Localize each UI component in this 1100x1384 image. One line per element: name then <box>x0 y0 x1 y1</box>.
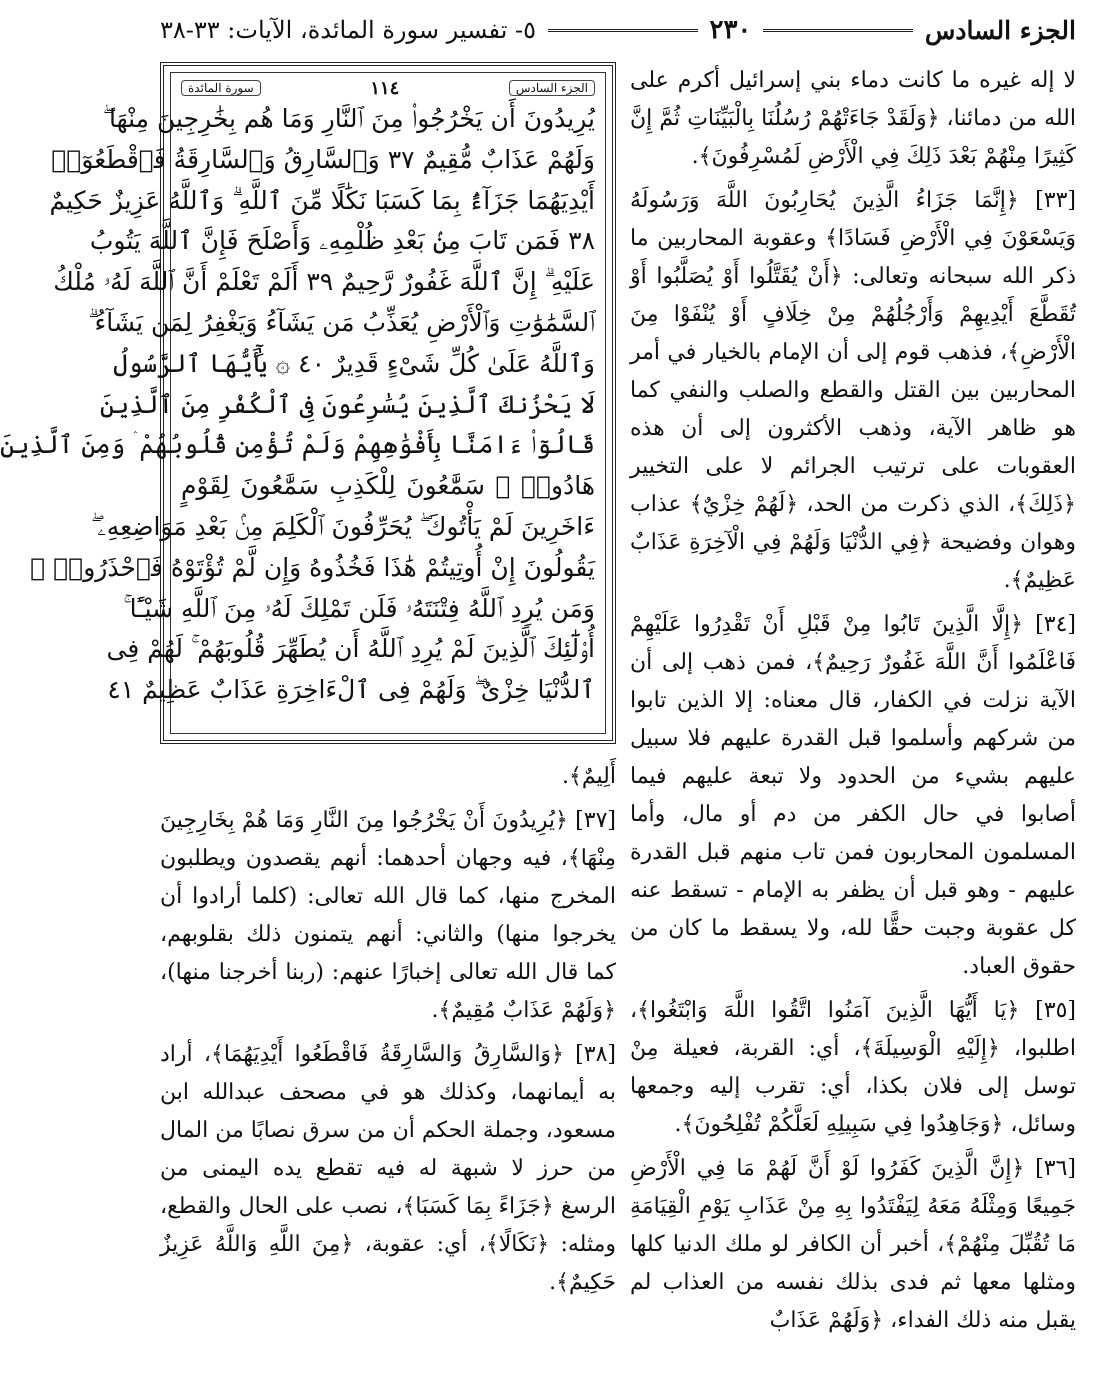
mushaf-line: وَلَهُمْ عَذَابٌ مُّقِيمٌ ٣٧ وَٱلسَّارِقُ وَٱلسَّارِقَةُ فَٱقْطَعُوٓا۟ <box>51 144 595 174</box>
mushaf-line: هَادُوا۟ ۛ سَمَّٰعُونَ لِلْكَذِبِ سَمَّٰعُونَ لِقَوْمٍ <box>181 471 595 501</box>
page-header <box>160 10 1076 50</box>
mushaf-line: أَيْدِيَهُمَا جَزَآءًۢ بِمَا كَسَبَا نَكَٰلًا مِّنَ ٱللَّهِ ۗ وَٱللَّهُ عَزِيزٌ حَكِيمٌ <box>49 185 595 215</box>
mushaf-line: لَا يَحْزُنكَ ٱلَّذِينَ يُسَٰرِعُونَ فِى ٱلْكُفْرِ مِنَ ٱلَّذِينَ <box>99 389 595 419</box>
paragraph: [٣٦] ﴿إِنَّ الَّذِينَ كَفَرُوا لَوْ أَنَّ لَهُمْ مَا فِي الْأَرْضِ جَمِيعًا وَمِثْلَهُ مَعَهُ لِيَفْتَدُوا بِهِ مِنْ عَذَابِ يَوْمِ الْقِيَامَةِ مَا تُقُبِّلَ مِنْهُمْ﴾، أخبر أن الكافر لو ملك الدنيا كلها ومثلها معها ثم فدى بذلك نفسه من العذاب لم يقبل منه ذلك الفداء، ﴿وَلَهُمْ عَذَابٌ <box>630 1156 1076 1333</box>
mushaf-line: عَلَيْهِ ۗ إِنَّ ٱللَّهَ غَفُورٌ رَّحِيمٌ ٣٩ أَلَمْ تَعْلَمْ أَنَّ ٱللَّهَ لَهُۥ مُلْكُ <box>53 267 595 297</box>
paragraph: [٣٥] ﴿يَا أَيُّهَا الَّذِينَ آمَنُوا اتَّقُوا اللَّهَ وَابْتَغُوا﴾، اطلبوا، ﴿إِلَيْهِ الْوَسِيلَةَ﴾، أي: القربة، فعيلة مِنْ توسل إلى فلان بكذا، أي: تقرب إليه وجمعها وسائل، ﴿وَجَاهِدُوا فِي سَبِيلِهِ لَعَلَّكُمْ تُفْلِحُونَ﴾. <box>630 998 1076 1137</box>
right-column <box>630 62 1076 1346</box>
paragraph: [٣٨] ﴿وَالسَّارِقُ وَالسَّارِقَةُ فَاقْطَعُوا أَيْدِيَهُمَا﴾، أراد به أيمانهما، وكذلك هو في مصحف عبدالله ابن مسعود، وجملة الحكم أن من سرق نصابًا من المال من حرز لا شبهة له فيه تقطع يده اليمنى من الرسغ ﴿جَزَاءً بِمَا كَسَبَا﴾، نصب على الحال والقطع، ومثله: ﴿نَكَالًا﴾، أي: عقوبة، ﴿مِنَ اللَّهِ وَاللَّهُ عَزِيزٌ حَكِيمٌ﴾. <box>160 1042 616 1295</box>
mushaf-page <box>0 72 606 734</box>
mushaf-surah-label: سورة المائدة <box>181 80 261 96</box>
mushaf-line: يُرِيدُونَ أَن يَخْرُجُوا۟ مِنَ ٱلنَّارِ وَمَا هُم بِخَٰرِجِينَ مِنْهَا ۖ <box>102 104 595 133</box>
mushaf-line: ٣٨ فَمَن تَابَ مِنۢ بَعْدِ ظُلْمِهِۦ وَأَصْلَحَ فَإِنَّ ٱللَّهَ يَتُوبُ <box>89 226 595 256</box>
mushaf-line: قَالُوٓا۟ ءَامَنَّا بِأَفْوَٰهِهِمْ وَلَمْ تُؤْمِن قُلُوبُهُمْ ۛ وَمِنَ ٱلَّذِينَ <box>0 430 595 460</box>
mushaf-line: ءَاخَرِينَ لَمْ يَأْتُوكَ ۖ يُحَرِّفُونَ ٱلْكَلِمَ مِنۢ بَعْدِ مَوَاضِعِهِۦ ۖ <box>91 511 595 541</box>
paragraph: لا إله غيره ما كانت دماء بني إسرائيل أكرم على الله من دمائنا، ﴿وَلَقَدْ جَاءَتْهُمْ رُسُلُنَا بِالْبَيِّنَاتِ ثُمَّ إِنَّ كَثِيرًا مِنْهُمْ بَعْدَ ذَلِكَ فِي الْأَرْضِ لَمُسْرِفُونَ﴾. <box>630 68 1076 169</box>
mushaf-page-number: ١١٤ <box>370 77 400 99</box>
mushaf-line: يَقُولُونَ إِنْ أُوتِيتُمْ هَٰذَا فَخُذُوهُ وَإِن لَّمْ تُؤْتَوْهُ فَٱحْذَرُوا۟ ۚ <box>30 552 595 582</box>
mushaf-line: ٱلسَّمَٰوَٰتِ وَٱلْأَرْضِ يُعَذِّبُ مَن يَشَآءُ وَيَغْفِرُ لِمَن يَشَآءُ ۗ <box>88 307 595 337</box>
header-rule-left <box>548 29 698 32</box>
mushaf-line: أُو۟لَٰٓئِكَ ٱلَّذِينَ لَمْ يُرِدِ ٱللَّهُ أَن يُطَهِّرَ قُلُوبَهُمْ ۚ لَهُمْ فِى <box>106 634 595 664</box>
left-column-text <box>160 758 616 1302</box>
mushaf-line: وَٱللَّهُ عَلَىٰ كُلِّ شَىْءٍ قَدِيرٌ ٤٠ ۞ يَٰٓأَيُّهَا ٱلرَّسُولُ <box>113 348 595 378</box>
paragraph: [٣٧] ﴿يُرِيدُونَ أَنْ يَخْرُجُوا مِنَ النَّارِ وَمَا هُمْ بِخَارِجِينَ مِنْهَا﴾، فيه وجهان أحدهما: أنهم يقصدون ويطلبون المخرج منها، كما قال الله تعالى: (كلما أرادوا أن يخرجوا منها) والثاني: أنهم يتمنون ذلك بقلوبهم، كما قال الله تعالى إخبارًا عنهم: (ربنا أخرجنا منها)، ﴿وَلَهُمْ عَذَابٌ مُقِيمٌ﴾. <box>160 808 616 1023</box>
mushaf-header <box>181 77 595 99</box>
paragraph: [٣٣] ﴿إِنَّمَا جَزَاءُ الَّذِينَ يُحَارِبُونَ اللَّهَ وَرَسُولَهُ وَيَسْعَوْنَ فِي الْأَرْضِ فَسَادًا﴾ وعقوبة المحاربين ما ذكر الله سبحانه وتعالى: ﴿أَنْ يُقَتَّلُوا أَوْ يُصَلَّبُوا أَوْ تُقَطَّعَ أَيْدِيهِمْ وَأَرْجُلُهُمْ مِنْ خِلَافٍ أَوْ يُنْفَوْا مِنَ الْأَرْضِ﴾، فذهب قوم إلى أن الإمام بالخيار في أمر المحاربين بين القتل والقطع والصلب والنفي كما هو ظاهر الآية، وذهب الأكثرون إلى أن هذه العقوبات على ترتيب الجرائم لا على التخيير ﴿ذَلِكَ﴾، الذي ذكرت من الحد، ﴿لَهُمْ خِزْيٌ﴾ عذاب وهوان وفضيحة ﴿فِي الدُّنْيَا وَلَهُمْ فِي الْآخِرَةِ عَذَابٌ عَظِيمٌ﴾. <box>630 188 1076 593</box>
page-number: ٢٣٠ <box>709 15 752 45</box>
mushaf-line: ٱلدُّنْيَا خِزْىٌ ۖ وَلَهُمْ فِى ٱلْءَاخِرَةِ عَذَابٌ عَظِيمٌ ٤١ <box>107 675 595 705</box>
juz-title: الجزء السادس <box>924 15 1076 45</box>
mushaf-page-frame <box>0 62 616 744</box>
paragraph: [٣٤] ﴿إِلَّا الَّذِينَ تَابُوا مِنْ قَبْلِ أَنْ تَقْدِرُوا عَلَيْهِمْ فَاعْلَمُوا أَنَّ اللَّهَ غَفُورٌ رَحِيمٌ﴾، فمن ذهب إلى أن الآية نزلت في الكفار، قال معناه: إلا الذين تابوا من شركهم وأسلموا قبل القدرة عليهم فلا سبيل عليهم بشيء من الحدود ولا تبعة عليهم فيما أصابوا في حال الكفر من دم أو مال، وأما المسلمون المحاربون فمن تاب منهم قبل القدرة عليهم - وهو قبل أن يظفر به الإمام - تسقط عنه كل عقوبة وجبت حقًّا لله، ولا يسقط ما كان من حقوق العباد. <box>630 612 1076 979</box>
mushaf-juz-label: الجزء السادس <box>509 80 595 96</box>
header-rule-right <box>763 29 913 32</box>
left-column <box>0 62 616 1308</box>
surah-range-title: ٥- تفسير سورة المائدة، الآيات: ٣٣-٣٨ <box>160 16 536 44</box>
mushaf-line: وَمَن يُرِدِ ٱللَّهُ فِتْنَتَهُۥ فَلَن تَمْلِكَ لَهُۥ مِنَ ٱللَّهِ شَيْـًٔا ۚ <box>123 593 595 623</box>
paragraph: أَلِيمٌ﴾. <box>562 764 616 789</box>
